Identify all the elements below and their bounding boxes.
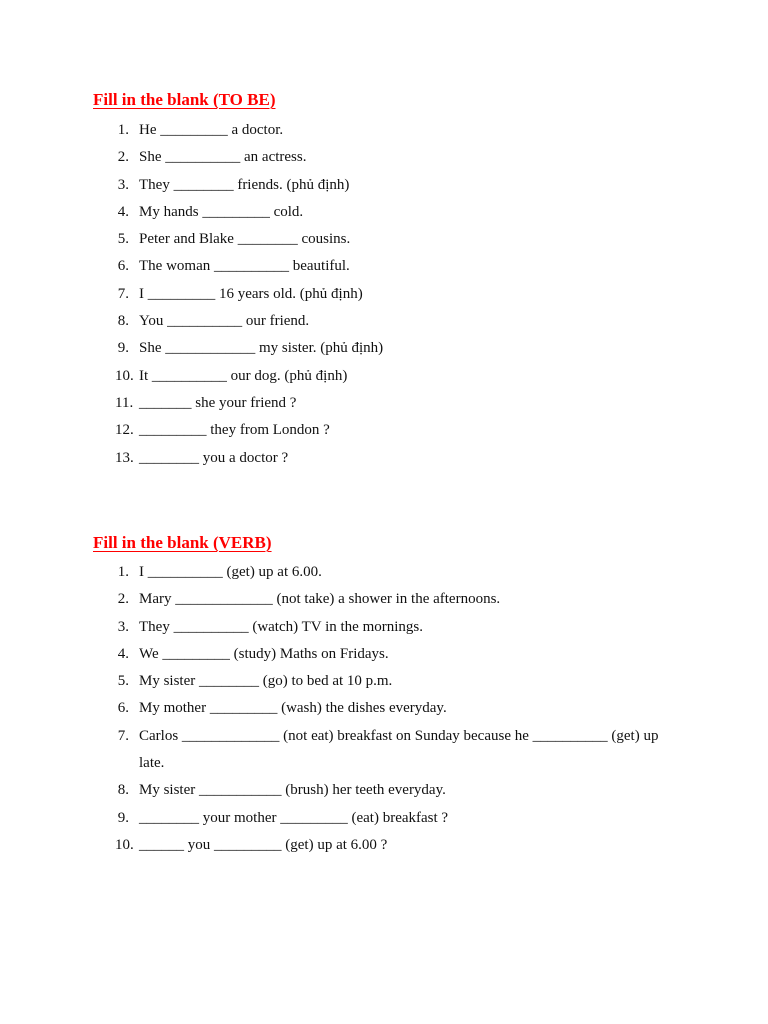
exercise-item: 4. My hands _________ cold. xyxy=(117,203,304,220)
exercise-item: 4. We _________ (study) Maths on Fridays. xyxy=(117,645,389,662)
exercise-item: 5. My sister ________ (go) to bed at 10 p.m. xyxy=(117,673,393,690)
section-title-to-be: Fill in the blank (TO BE) xyxy=(93,90,276,109)
exercise-item: 9. She ____________ my sister. (phủ định) xyxy=(117,340,384,357)
section-verb xyxy=(93,533,733,859)
section-title-verb: Fill in the blank (VERB) xyxy=(93,533,272,552)
exercise-item: 6. The woman __________ beautiful. xyxy=(117,258,350,275)
exercise-item: 3. They ________ friends. (phủ định) xyxy=(117,176,350,193)
exercise-item: 8. My sister ___________ (brush) her teeth everyday. xyxy=(117,782,446,799)
exercise-item: 6. My mother _________ (wash) the dishes everyday. xyxy=(117,700,447,717)
exercise-item: 3. They __________ (watch) TV in the mornings. xyxy=(117,618,423,635)
exercise-item: 13. ________ you a doctor ? xyxy=(115,449,289,466)
exercise-item: 1. I __________ (get) up at 6.00. xyxy=(117,564,322,580)
exercise-item: 7. I _________ 16 years old. (phủ định) xyxy=(117,285,363,302)
section-to-be xyxy=(93,90,733,472)
exercise-item: 11. _______ she your friend ? xyxy=(115,394,297,411)
exercise-item: 1. He _________ a doctor. xyxy=(117,122,284,138)
exercise-list-verb xyxy=(93,559,733,859)
exercise-item: 7. Carlos _____________ (not eat) breakfast on Sunday because he __________ (get) up late. xyxy=(117,727,663,772)
exercise-list-to-be xyxy=(93,117,733,472)
exercise-item: 10. ______ you _________ (get) up at 6.00 ? xyxy=(115,836,388,853)
exercise-item: 9. ________ your mother _________ (eat) breakfast ? xyxy=(117,809,449,826)
exercise-item: 8. You __________ our friend. xyxy=(117,313,310,330)
exercise-item: 12. _________ they from London ? xyxy=(115,422,330,439)
exercise-item: 10. It __________ our dog. (phủ định) xyxy=(115,367,348,384)
exercise-item: 2. She __________ an actress. xyxy=(117,149,307,166)
exercise-item: 5. Peter and Blake ________ cousins. xyxy=(117,231,351,248)
exercise-item: 2. Mary _____________ (not take) a shower in the afternoons. xyxy=(117,591,501,608)
